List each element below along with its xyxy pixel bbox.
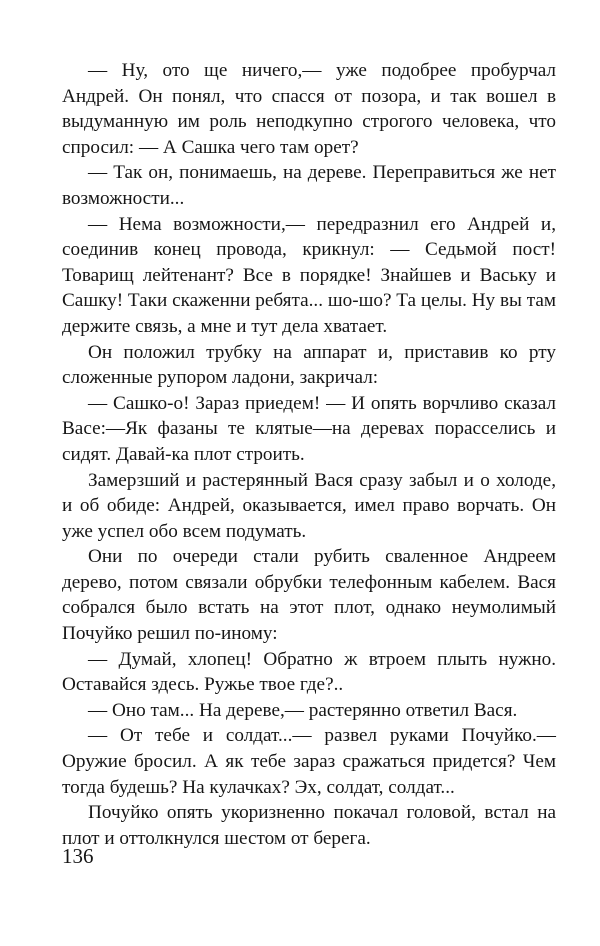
paragraph: Почуйко опять укоризненно покачал головой, встал на плот и оттолкнулся шестом от берега.	[62, 802, 556, 849]
paragraph: — Оно там... На дереве,— растерянно ответил Вася.	[88, 699, 518, 721]
paragraph: — Нема возможности,— передразнил его Андрей и, соединив конец провода, крикнул: — Седьмой пост! Товарищ лейтенант? Все в порядке! Знайшев и Ваську и Сашку! Таки скаженни ребята... шо-шо? Та целы. Ну вы там держите связь, а мне и тут дела хватает.	[62, 213, 556, 337]
paragraph: Они по очереди стали рубить сваленное Андреем дерево, потом связали обрубки телефонным кабелем. Вася собрался было встать на этот плот, однако неумолимый Почуйко решил по-иному:	[62, 546, 556, 645]
paragraph: — Так он, понимаешь, на дереве. Переправиться же нет возможности...	[62, 162, 556, 209]
paragraph: — От тебе и солдат...— развел руками Почуйко.— Оружие бросил. А як тебе зараз сражаться придется? Чем тогда будешь? На кулачках? Эх, солдат, солдат...	[62, 725, 556, 798]
paragraph: Он положил трубку на аппарат и, приставив ко рту сложенные рупором ладони, закричал:	[62, 341, 556, 389]
paragraph: Замерзший и растерянный Вася сразу забыл и о холоде, и об обиде: Андрей, оказывается, имел право ворчать. Он уже успел обо всем подумать.	[62, 469, 556, 542]
paragraph: — Ну, ото ще ничего,— уже подобрее пробурчал Андрей. Он понял, что спасся от позора, и так вошел в выдуманную им роль неподкупно строгого человека, что спросил: — А Сашка чего там орет?	[62, 60, 556, 158]
paragraph: — Думай, хлопец! Обратно ж втроем плыть нужно. Оставайся здесь. Ружье твое где?..	[62, 648, 556, 696]
page-number: 136	[62, 844, 94, 868]
paragraph: — Сашко-о! Зараз приедем! — И опять ворчливо сказал Васе:—Як фазаны те клятые—на деревах порасселись и сидят. Давай-ка плот строить.	[62, 392, 556, 465]
page-body	[62, 58, 556, 851]
